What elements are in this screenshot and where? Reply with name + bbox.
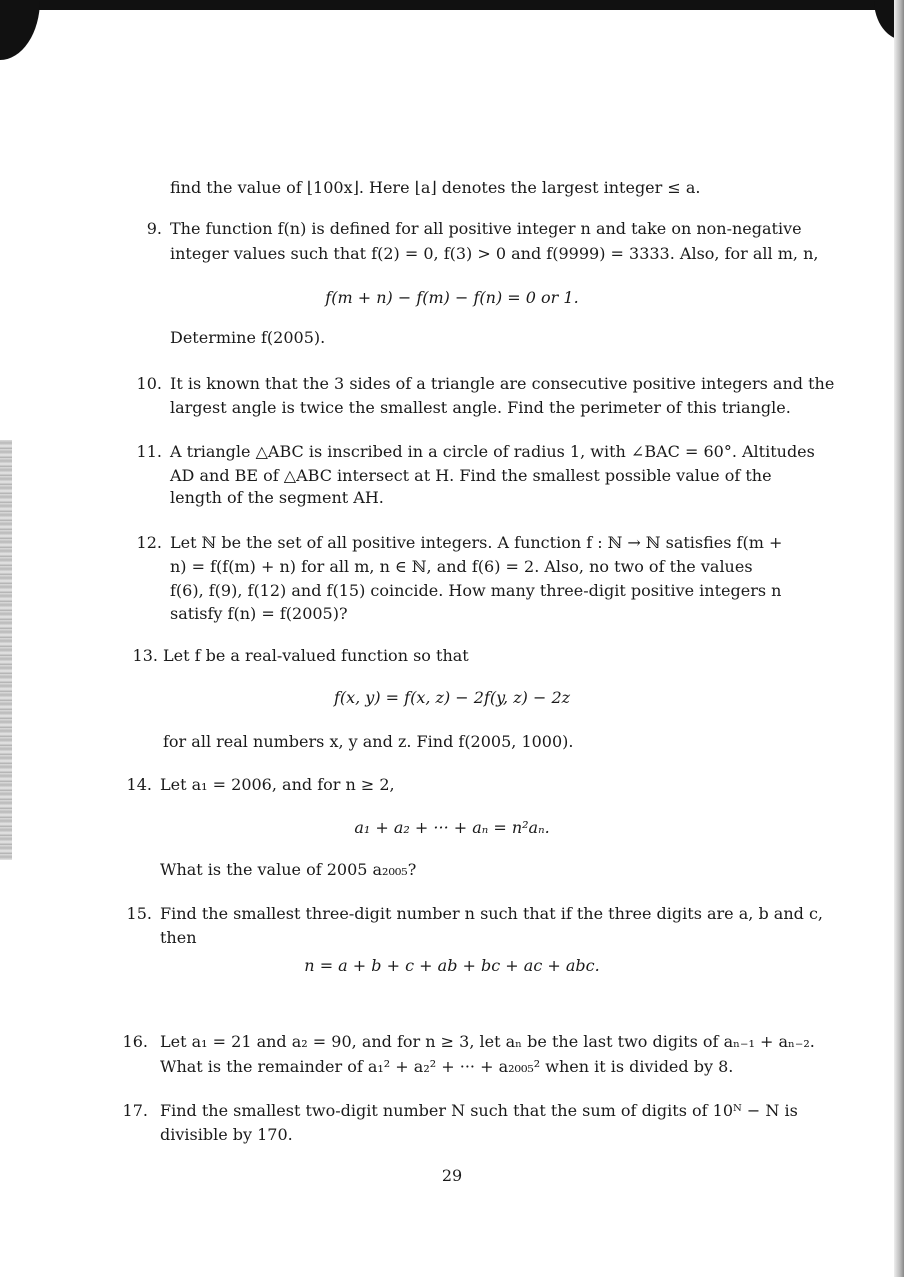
problem-12-number: 12. [136, 533, 162, 552]
intro-line: find the value of ⌊100x⌋. Here ⌊a⌋ denotes the largest integer ≤ a. [170, 178, 701, 197]
problem-15-number: 15. [126, 904, 152, 923]
problem-14-line-1: Let a₁ = 2006, and for n ≥ 2, [160, 775, 395, 794]
problem-15-equation: n = a + b + c + ab + bc + ac + abc. [304, 956, 600, 975]
problem-16-line-1: Let a₁ = 21 and a₂ = 90, and for n ≥ 3, let aₙ be the last two digits of aₙ₋₁ + aₙ₋₂. [160, 1032, 815, 1051]
problem-15-line-1: Find the smallest three-digit number n such that if the three digits are a, b and c, [160, 904, 823, 923]
problem-10-line-2: largest angle is twice the smallest angle. Find the perimeter of this triangle. [170, 398, 791, 417]
problem-14-line-2: What is the value of 2005 a₂₀₀₅? [160, 860, 417, 879]
problem-13-number: 13. [132, 646, 158, 665]
problem-12-line-1: Let ℕ be the set of all positive integers. A function f : ℕ → ℕ satisfies f(m + [170, 533, 783, 552]
problem-13-line-2: for all real numbers x, y and z. Find f(2005, 1000). [163, 732, 574, 751]
problem-11-line-1: A triangle △ABC is inscribed in a circle of radius 1, with ∠BAC = 60°. Altitudes [170, 442, 815, 461]
problem-9-line-2: integer values such that f(2) = 0, f(3) > 0 and f(9999) = 3333. Also, for all m, n, [170, 244, 819, 263]
problem-14-equation: a₁ + a₂ + ··· + aₙ = n²aₙ. [354, 818, 550, 837]
problem-14-number: 14. [126, 775, 152, 794]
problem-10-number: 10. [136, 374, 162, 393]
problem-12-line-2: n) = f(f(m) + n) for all m, n ∈ ℕ, and f(6) = 2. Also, no two of the values [170, 557, 753, 576]
problem-11-line-3: length of the segment AH. [170, 488, 384, 507]
problem-12-line-4: satisfy f(n) = f(2005)? [170, 604, 348, 623]
problem-17-line-1: Find the smallest two-digit number N such that the sum of digits of 10ᴺ − N is [160, 1101, 798, 1120]
problem-12-line-3: f(6), f(9), f(12) and f(15) coincide. How many three-digit positive integers n [170, 581, 782, 600]
problem-17-number: 17. [122, 1101, 148, 1120]
problem-11-number: 11. [136, 442, 162, 461]
problem-17-line-2: divisible by 170. [160, 1125, 293, 1144]
problem-9-line-3: Determine f(2005). [170, 328, 326, 347]
page-number: 29 [441, 1166, 463, 1185]
problem-13-line-1: Let f be a real-valued function so that [163, 646, 469, 665]
problem-9-equation: f(m + n) − f(m) − f(n) = 0 or 1. [325, 288, 579, 307]
problem-11-line-2: AD and BE of △ABC intersect at H. Find the smallest possible value of the [170, 466, 772, 485]
problem-9-number: 9. [146, 219, 162, 238]
problem-10-line-1: It is known that the 3 sides of a triangle are consecutive positive integers and the [170, 374, 835, 393]
problem-16-line-2: What is the remainder of a₁² + a₂² + ··· + a₂₀₀₅² when it is divided by 8. [160, 1057, 734, 1076]
problem-9-line-1: The function f(n) is defined for all positive integer n and take on non-negative [170, 219, 802, 238]
problem-13-equation: f(x, y) = f(x, z) − 2f(y, z) − 2z [333, 688, 571, 707]
problem-16-number: 16. [122, 1032, 148, 1051]
problem-15-line-2: then [160, 928, 197, 947]
